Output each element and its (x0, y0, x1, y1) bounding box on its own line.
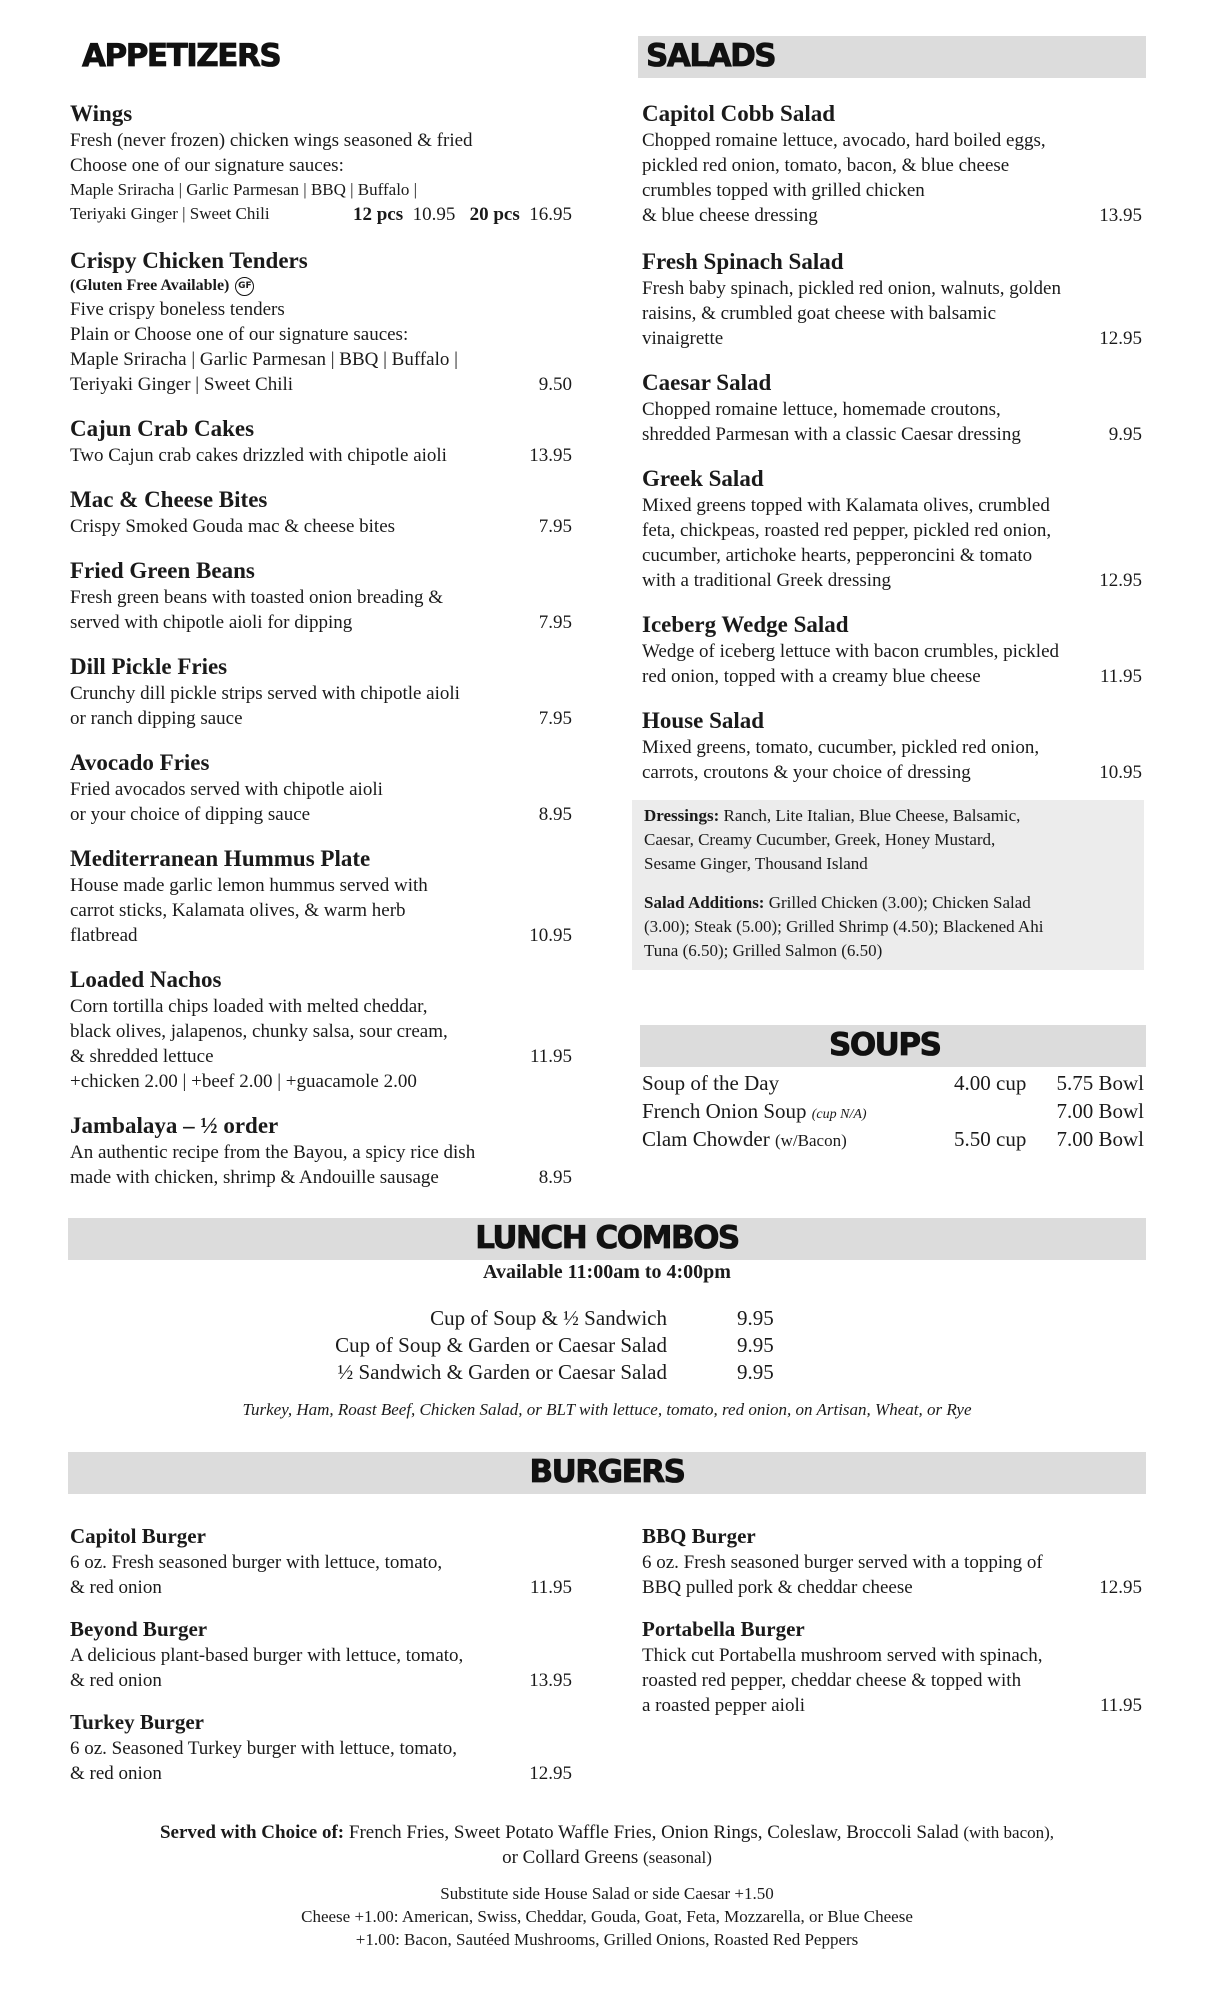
menu-item-capitol-burger (70, 1522, 572, 1600)
item-desc: Chopped romaine lettuce, homemade croutons, (642, 399, 1001, 420)
sides-block (68, 1820, 1146, 1870)
soup-row-chowder (642, 1125, 1144, 1155)
menu-item-jambalaya (70, 1112, 572, 1190)
item-name: Mediterranean Hummus Plate (70, 846, 371, 871)
item-desc: served with chipotle aioli for dipping (70, 612, 353, 633)
menu-item-spinach-salad (642, 248, 1142, 351)
item-desc: roasted red pepper, cheddar cheese & topped with (642, 1670, 1022, 1691)
sides-note: (with bacon), (963, 1823, 1055, 1842)
soup-bowl-price: 5.75 Bowl (1056, 1071, 1144, 1095)
item-desc: with a traditional Greek dressing (642, 570, 892, 591)
item-desc: black olives, jalapenos, chunky salsa, sour cream, (70, 1021, 448, 1042)
item-desc: House made garlic lemon hummus served with (70, 875, 428, 896)
item-name: Turkey Burger (70, 1710, 204, 1734)
item-desc: Choose one of our signature sauces: (70, 155, 344, 176)
combo-name: ½ Sandwich & Garden or Caesar Salad (337, 1360, 667, 1384)
dressings-label: Dressings: (644, 806, 720, 825)
price: 10.95 (412, 204, 456, 225)
item-addons: +chicken 2.00 | +beef 2.00 | +guacamole 2.00 (70, 1071, 417, 1092)
menu-item-greek-salad (642, 465, 1142, 593)
menu-item-beyond-burger (70, 1615, 572, 1693)
item-desc: red onion, topped with a creamy blue cheese (642, 666, 981, 687)
item-desc: Crispy Smoked Gouda mac & cheese bites (70, 516, 396, 537)
salads-heading: SALADS (646, 38, 776, 74)
item-name: Fresh Spinach Salad (642, 249, 844, 274)
soup-name: French Onion Soup (642, 1099, 807, 1123)
price: 12.95 (529, 1763, 572, 1784)
item-desc: A delicious plant-based burger with lettuce, tomato, (70, 1645, 464, 1666)
item-name: Iceberg Wedge Salad (642, 612, 849, 637)
topping-options: +1.00: Bacon, Sautéed Mushrooms, Grilled Onions, Roasted Red Peppers (355, 1930, 859, 1949)
item-name: Fried Green Beans (70, 558, 255, 583)
soup-row-day (642, 1069, 1144, 1097)
sauce-list: Teriyaki Ginger | Sweet Chili (70, 204, 270, 223)
menu-item-crab-cakes (70, 415, 572, 468)
menu-item-cobb-salad (642, 100, 1142, 228)
price: 12.95 (1099, 1577, 1142, 1598)
dressings-text: Caesar, Creamy Cucumber, Greek, Honey Mustard, (644, 830, 996, 849)
item-name: Dill Pickle Fries (70, 654, 228, 679)
additions-text: Tuna (6.50); Grilled Salmon (6.50) (644, 941, 883, 960)
price: 16.95 (529, 204, 572, 225)
combo-price: 9.95 (737, 1360, 774, 1384)
cheese-options: Cheese +1.00: American, Swiss, Cheddar, Gouda, Goat, Feta, Mozzarella, or Blue Cheese (301, 1907, 913, 1926)
item-desc: & blue cheese dressing (642, 205, 818, 226)
menu-item-pickle-fries (70, 653, 572, 731)
price: 11.95 (529, 1577, 572, 1598)
item-name: Greek Salad (642, 466, 764, 491)
item-desc: made with chicken, shrimp & Andouille sausage (70, 1167, 439, 1188)
price: 9.95 (1108, 424, 1142, 445)
price: 8.95 (538, 1167, 572, 1188)
menu-item-green-beans (70, 557, 572, 635)
substitutions-block (68, 1882, 1146, 1951)
menu-item-turkey-burger (70, 1708, 572, 1786)
item-name: Capitol Cobb Salad (642, 101, 836, 126)
item-name: Capitol Burger (70, 1524, 206, 1548)
dressings-list (644, 804, 1136, 876)
item-name: Wings (70, 101, 133, 126)
item-name: House Salad (642, 708, 765, 733)
menu-item-avocado-fries (70, 749, 572, 827)
menu-item-wings (70, 100, 572, 226)
option-label: 20 pcs (469, 204, 520, 225)
burgers-heading: BURGERS (529, 1454, 685, 1490)
item-desc: & red onion (70, 1763, 162, 1784)
item-name: Beyond Burger (70, 1617, 208, 1641)
item-desc: pickled red onion, tomato, bacon, & blue cheese (642, 155, 1010, 176)
lunch-combos-heading: LUNCH COMBOS (475, 1220, 739, 1256)
item-desc: Mixed greens, tomato, cucumber, pickled red onion, (642, 737, 1040, 758)
menu-item-wedge-salad (642, 611, 1142, 689)
soup-note: (cup N/A) (811, 1107, 867, 1122)
combo-name: Cup of Soup & ½ Sandwich (430, 1306, 667, 1330)
item-desc: 6 oz. Fresh seasoned burger with lettuce, tomato, (70, 1552, 443, 1573)
menu-item-house-salad (642, 707, 1142, 785)
option-label: 12 pcs (352, 204, 404, 225)
price: 10.95 (1099, 762, 1142, 783)
item-desc: & red onion (70, 1670, 162, 1691)
price: 10.95 (529, 925, 572, 946)
price: 7.95 (538, 612, 572, 633)
item-desc: Fresh (never frozen) chicken wings seasoned & fried (70, 130, 473, 151)
item-desc: Maple Sriracha | Garlic Parmesan | BBQ | Buffalo | (70, 349, 458, 370)
salad-additions (644, 891, 1136, 963)
additions-text: (3.00); Steak (5.00); Grilled Shrimp (4.50); Blackened Ahi (644, 917, 1044, 936)
dressings-text: Ranch, Lite Italian, Blue Cheese, Balsamic, (723, 806, 1021, 825)
item-desc: Fresh green beans with toasted onion breading & (70, 587, 444, 608)
item-name: Jambalaya – ½ order (70, 1113, 279, 1138)
item-desc: & shredded lettuce (70, 1046, 214, 1067)
sides-list: or Collard Greens (502, 1847, 639, 1868)
item-desc: Two Cajun crab cakes drizzled with chipotle aioli (70, 445, 447, 466)
item-name: BBQ Burger (642, 1524, 756, 1548)
menu-item-tenders (70, 247, 572, 397)
sauce-list: Maple Sriracha | Garlic Parmesan | BBQ | Buffalo | (70, 180, 418, 199)
price-options (345, 204, 572, 226)
soup-cup-price: 5.50 cup (954, 1127, 1027, 1151)
substitution-line: Substitute side House Salad or side Caesar +1.50 (440, 1884, 774, 1903)
menu-item-bbq-burger (642, 1522, 1142, 1600)
soup-bowl-price: 7.00 Bowl (1056, 1127, 1144, 1151)
price: 13.95 (1099, 205, 1142, 226)
combo-price: 9.95 (737, 1333, 774, 1357)
soup-name: Soup of the Day (642, 1071, 780, 1095)
item-desc: BBQ pulled pork & cheddar cheese (642, 1577, 913, 1598)
menu-item-portabella-burger (642, 1615, 1142, 1718)
item-desc: or ranch dipping sauce (70, 708, 243, 729)
sandwich-options-note: Turkey, Ham, Roast Beef, Chicken Salad, or BLT with lettuce, tomato, red onion, on Artisan, Wheat, or Rye (242, 1400, 972, 1419)
soup-bowl-price: 7.00 Bowl (1056, 1099, 1144, 1123)
sides-note: (seasonal) (642, 1848, 712, 1867)
item-desc: Five crispy boneless tenders (70, 299, 285, 320)
additions-text: Grilled Chicken (3.00); Chicken Salad (768, 893, 1031, 912)
item-desc: raisins, & crumbled goat cheese with balsamic (642, 303, 997, 324)
menu-item-mac-cheese (70, 486, 572, 539)
item-name: Cajun Crab Cakes (70, 416, 255, 441)
dressings-text: Sesame Ginger, Thousand Island (644, 854, 868, 873)
price: 7.95 (538, 516, 572, 537)
price: 12.95 (1099, 328, 1142, 349)
item-name: Crispy Chicken Tenders (70, 248, 308, 273)
combo-name: Cup of Soup & Garden or Caesar Salad (335, 1333, 667, 1357)
item-desc: An authentic recipe from the Bayou, a spicy rice dish (70, 1142, 476, 1163)
item-desc: carrots, croutons & your choice of dressing (642, 762, 971, 783)
item-desc: 6 oz. Seasoned Turkey burger with lettuce, tomato, (70, 1738, 457, 1759)
gf-note-text: (Gluten Free Available) (70, 277, 230, 294)
gluten-free-icon: GF (235, 277, 254, 296)
item-desc: Fresh baby spinach, pickled red onion, walnuts, golden (642, 278, 1061, 299)
price: 7.95 (538, 708, 572, 729)
item-desc: shredded Parmesan with a classic Caesar dressing (642, 424, 1021, 445)
item-desc: & red onion (70, 1577, 162, 1598)
lunch-availability: Available 11:00am to 4:00pm (483, 1261, 731, 1283)
item-desc: a roasted pepper aioli (642, 1695, 806, 1716)
item-desc: Teriyaki Ginger | Sweet Chili (70, 374, 294, 395)
sides-label: Served with Choice of: (159, 1822, 345, 1843)
item-desc: feta, chickpeas, roasted red pepper, pickled red onion, (642, 520, 1052, 541)
price: 13.95 (529, 445, 572, 466)
item-desc: Plain or Choose one of our signature sauces: (70, 324, 409, 345)
item-desc: Corn tortilla chips loaded with melted cheddar, (70, 996, 428, 1017)
combo-price: 9.95 (737, 1306, 774, 1330)
item-name: Mac & Cheese Bites (70, 487, 268, 512)
item-desc: Chopped romaine lettuce, avocado, hard boiled eggs, (642, 130, 1046, 151)
item-desc: cucumber, artichoke hearts, pepperoncini & tomato (642, 545, 1033, 566)
item-desc: flatbread (70, 925, 138, 946)
appetizers-heading: APPETIZERS (82, 38, 281, 74)
item-desc: crumbles topped with grilled chicken (642, 180, 925, 201)
item-name: Portabella Burger (642, 1617, 805, 1641)
item-name: Loaded Nachos (70, 967, 222, 992)
item-desc: Crunchy dill pickle strips served with chipotle aioli (70, 683, 460, 704)
item-desc: 6 oz. Fresh seasoned burger served with a topping of (642, 1552, 1043, 1573)
menu-item-caesar-salad (642, 369, 1142, 447)
menu-item-nachos (70, 966, 572, 1094)
price: 13.95 (529, 1670, 572, 1691)
item-desc: or your choice of dipping sauce (70, 804, 311, 825)
item-desc: Mixed greens topped with Kalamata olives, crumbled (642, 495, 1050, 516)
price: 12.95 (1099, 570, 1142, 591)
soup-cup-price: 4.00 cup (954, 1071, 1027, 1095)
soup-note: (w/Bacon) (774, 1131, 847, 1150)
price: 11.95 (1099, 1695, 1142, 1716)
price: 8.95 (538, 804, 572, 825)
item-desc: carrot sticks, Kalamata olives, & warm herb (70, 900, 406, 921)
soups-heading: SOUPS (829, 1027, 941, 1063)
item-desc: vinaigrette (642, 328, 724, 349)
price: 11.95 (1099, 666, 1142, 687)
item-desc: Fried avocados served with chipotle aioli (70, 779, 383, 800)
item-desc: Thick cut Portabella mushroom served with spinach, (642, 1645, 1043, 1666)
item-name: Caesar Salad (642, 370, 772, 395)
sides-list: French Fries, Sweet Potato Waffle Fries, Onion Rings, Coleslaw, Broccoli Salad (348, 1822, 959, 1843)
salad-options-box (632, 800, 1144, 970)
soup-name: Clam Chowder (642, 1127, 770, 1151)
item-desc: Wedge of iceberg lettuce with bacon crumbles, pickled (642, 641, 1060, 662)
menu-item-hummus (70, 845, 572, 948)
price: 11.95 (529, 1046, 572, 1067)
item-name: Avocado Fries (70, 750, 210, 775)
additions-label: Salad Additions: (644, 893, 765, 912)
gluten-free-note (70, 275, 572, 297)
price: 9.50 (538, 374, 572, 395)
